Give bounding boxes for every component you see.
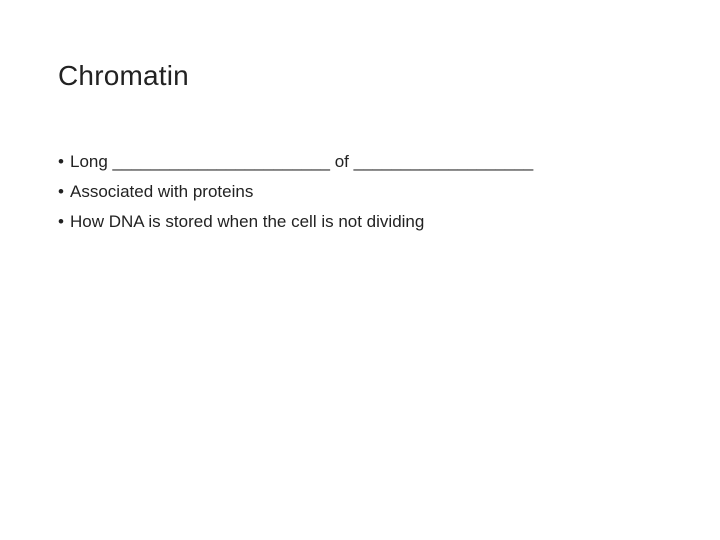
bullet-text: Associated with proteins — [70, 182, 254, 201]
bullet-icon: • — [58, 152, 64, 171]
bullet-item-dna-stored — [58, 207, 698, 237]
bullet-list — [58, 147, 698, 237]
bullet-item-associated-proteins — [58, 177, 698, 207]
bullet-icon: • — [58, 182, 64, 201]
slide-title: Chromatin — [58, 60, 189, 91]
bullet-item-long-of — [58, 147, 698, 177]
bullet-text: How DNA is stored when the cell is not dividing — [70, 212, 425, 231]
bullet-text: Long _______________________ of ___________________ — [70, 152, 534, 171]
bullet-icon: • — [58, 212, 64, 231]
